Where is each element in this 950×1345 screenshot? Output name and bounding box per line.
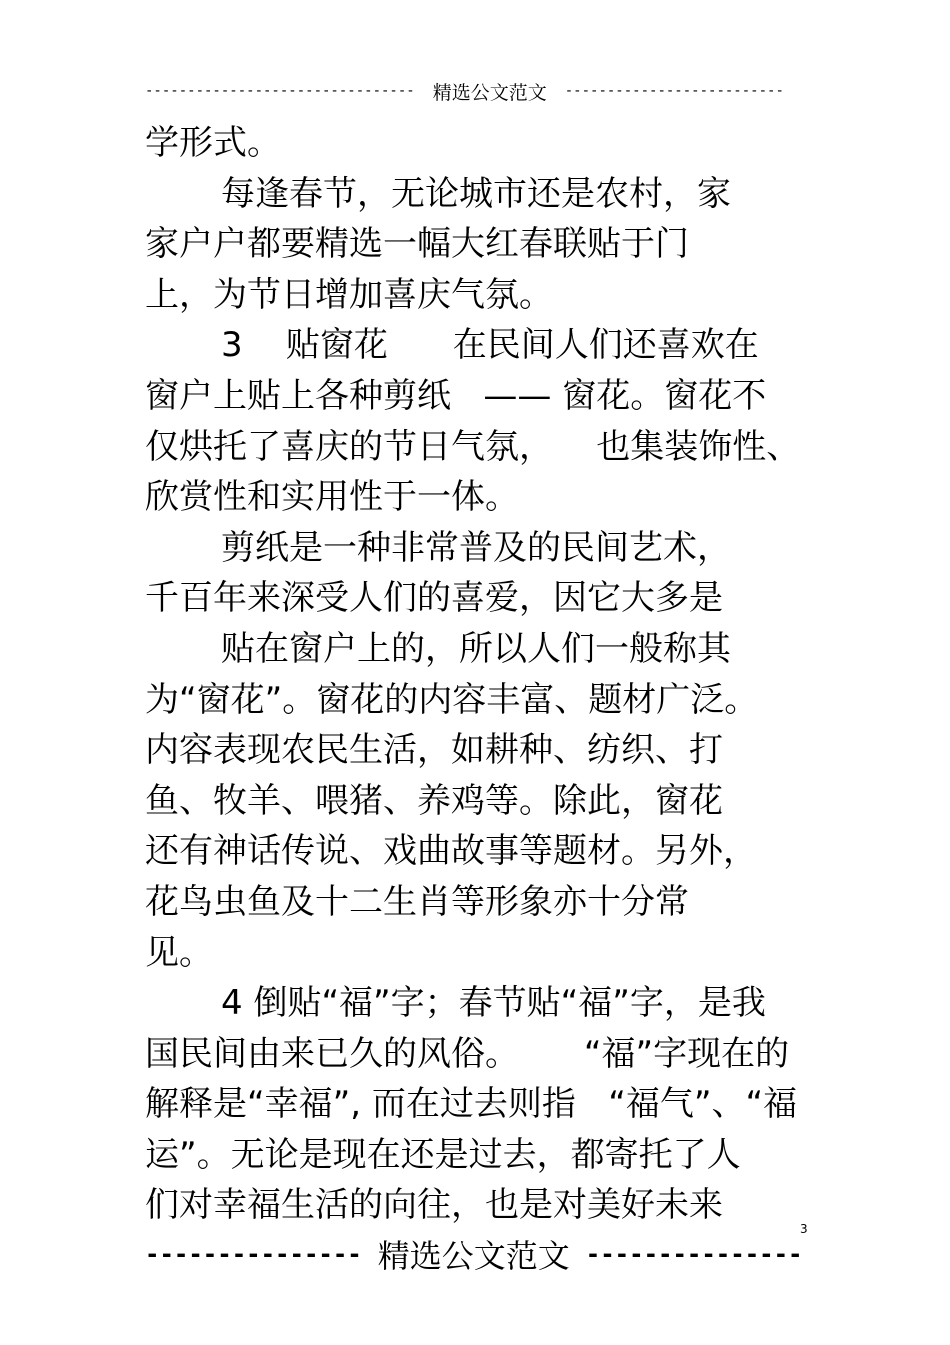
document-body — [145, 118, 815, 1231]
text-line: 解释是“幸福”, 而在过去则指 “福气”、“福 — [145, 1084, 798, 1125]
text-line: 花鸟虫鱼及十二生肖等形象亦十分常 — [145, 881, 689, 922]
text-line: 窗户上贴上各种剪纸 —— 窗花。窗花不 — [145, 375, 767, 416]
text-line: 见。 — [145, 932, 213, 973]
header-left-rule: -------------------------------- — [145, 83, 415, 99]
text-line: 每逢春节，无论城市还是农村，家 — [221, 173, 731, 214]
text-line: 为“窗花”。窗花的内容丰富、题材广泛。 — [145, 679, 759, 720]
page-header — [145, 76, 784, 106]
text-line: 们对幸福生活的向往，也是对美好未来 — [145, 1185, 723, 1226]
text-line: 贴在窗户上的，所以人们一般称其 — [221, 628, 731, 669]
header-title: 精选公文范文 — [432, 81, 547, 104]
footer-title: 精选公文范文 — [377, 1237, 570, 1275]
page-number: 3 — [800, 1222, 808, 1236]
footer-left-rule: --------------- — [145, 1240, 362, 1268]
text-line: 内容表现农民生活，如耕种、纺织、打 — [145, 730, 723, 771]
text-line: 上，为节日增加喜庆气氛。 — [145, 274, 553, 315]
text-line: 4 倒贴“福”字；春节贴“福”字，是我 — [221, 983, 766, 1024]
page-footer — [145, 1232, 803, 1276]
text-line: 学形式。 — [145, 123, 281, 163]
text-line: 欣赏性和实用性于一体。 — [145, 477, 519, 518]
text-line: 3 贴窗花 在民间人们还喜欢在 — [221, 325, 759, 366]
text-line: 鱼、牧羊、喂猪、养鸡等。除此，窗花 — [145, 780, 723, 821]
text-line: 剪纸是一种非常普及的民间艺术， — [221, 527, 731, 568]
text-line: 仅烘托了喜庆的节日气氛， 也集装饰性、 — [145, 426, 801, 467]
text-line: 国民间由来已久的风俗。 “福”字现在的 — [145, 1033, 790, 1074]
text-line: 还有神话传说、戏曲故事等题材。另外， — [145, 831, 757, 872]
text-line: 家户户都要精选一幅大红春联贴于门 — [145, 224, 689, 265]
footer-right-rule: --------------- — [585, 1240, 803, 1268]
header-right-rule: -------------------------- — [564, 83, 784, 99]
text-line: 运”。无论是现在还是过去，都寄托了人 — [145, 1134, 741, 1175]
text-line: 千百年来深受人们的喜爱，因它大多是 — [145, 578, 723, 619]
